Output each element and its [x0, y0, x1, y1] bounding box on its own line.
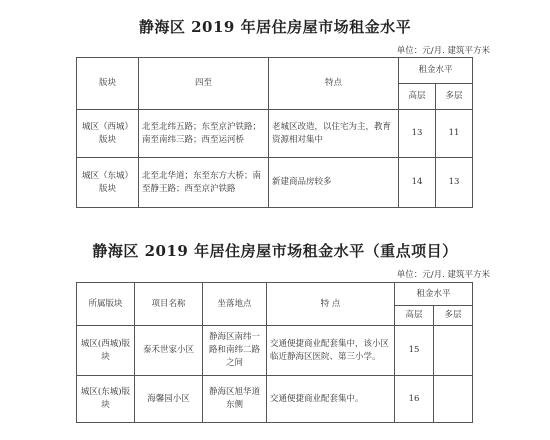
cell-block: 城区（西城）版块 — [77, 110, 139, 158]
cell-features: 新建商品房较多 — [269, 158, 399, 208]
cell-block: 城区(东城)版块 — [77, 376, 135, 423]
cell-high: 14 — [399, 158, 436, 208]
header-bounds: 四至 — [139, 58, 269, 110]
table-row — [77, 376, 473, 423]
table1-title: 静海区 2019 年居住房屋市场租金水平 — [138, 18, 412, 36]
cell-project: 海馨园小区 — [135, 376, 203, 423]
cell-features: 交通便捷商业配套集中。 — [267, 376, 395, 423]
header-rent: 租金水平 — [395, 283, 473, 306]
cell-block: 城区（东城）版块 — [77, 158, 139, 208]
table1-unit: 单位：元/月. 建筑平方米 — [396, 46, 490, 56]
header-block: 所属版块 — [77, 283, 135, 326]
cell-location: 静海区南纬一路和南纬二路之间 — [203, 326, 267, 376]
cell-multi: 13 — [436, 158, 473, 208]
cell-features: 老城区改造，以住宅为主，教育资源相对集中 — [269, 110, 399, 158]
table-row — [77, 326, 473, 376]
table2-title: 静海区 2019 年居住房屋市场租金水平（重点项目） — [92, 242, 458, 260]
cell-project: 泰禾世家小区 — [135, 326, 203, 376]
header-project: 项目名称 — [135, 283, 203, 326]
cell-high: 15 — [395, 326, 434, 376]
table2-unit: 单位：元/月. 建筑平方米 — [396, 270, 490, 280]
header-features: 特点 — [269, 58, 399, 110]
table-row — [77, 158, 473, 208]
header-high: 高层 — [399, 84, 436, 110]
header-location: 坐落地点 — [203, 283, 267, 326]
cell-bounds: 北至北华道；东至东方大桥；南至静王路；西至京沪铁路 — [139, 158, 269, 208]
header-block: 版块 — [77, 58, 139, 110]
cell-location: 静海区旭华道东侧 — [203, 376, 267, 423]
header-high: 高层 — [395, 306, 434, 326]
cell-features: 交通便捷商业配套集中，该小区临近静海区医院、第三小学。 — [267, 326, 395, 376]
rent-table-2 — [76, 282, 473, 423]
cell-multi — [434, 376, 473, 423]
cell-multi — [434, 326, 473, 376]
header-multi: 多层 — [434, 306, 473, 326]
header-multi: 多层 — [436, 84, 473, 110]
header-features: 特 点 — [267, 283, 395, 326]
rent-table-1 — [76, 57, 473, 208]
cell-high: 16 — [395, 376, 434, 423]
cell-multi: 11 — [436, 110, 473, 158]
header-rent: 租金水平 — [399, 58, 473, 84]
cell-bounds: 北至北纬五路；东至京沪铁路；南至南纬三路；西至运河桥 — [139, 110, 269, 158]
table-row — [77, 110, 473, 158]
cell-high: 13 — [399, 110, 436, 158]
cell-block: 城区(西城)版块 — [77, 326, 135, 376]
